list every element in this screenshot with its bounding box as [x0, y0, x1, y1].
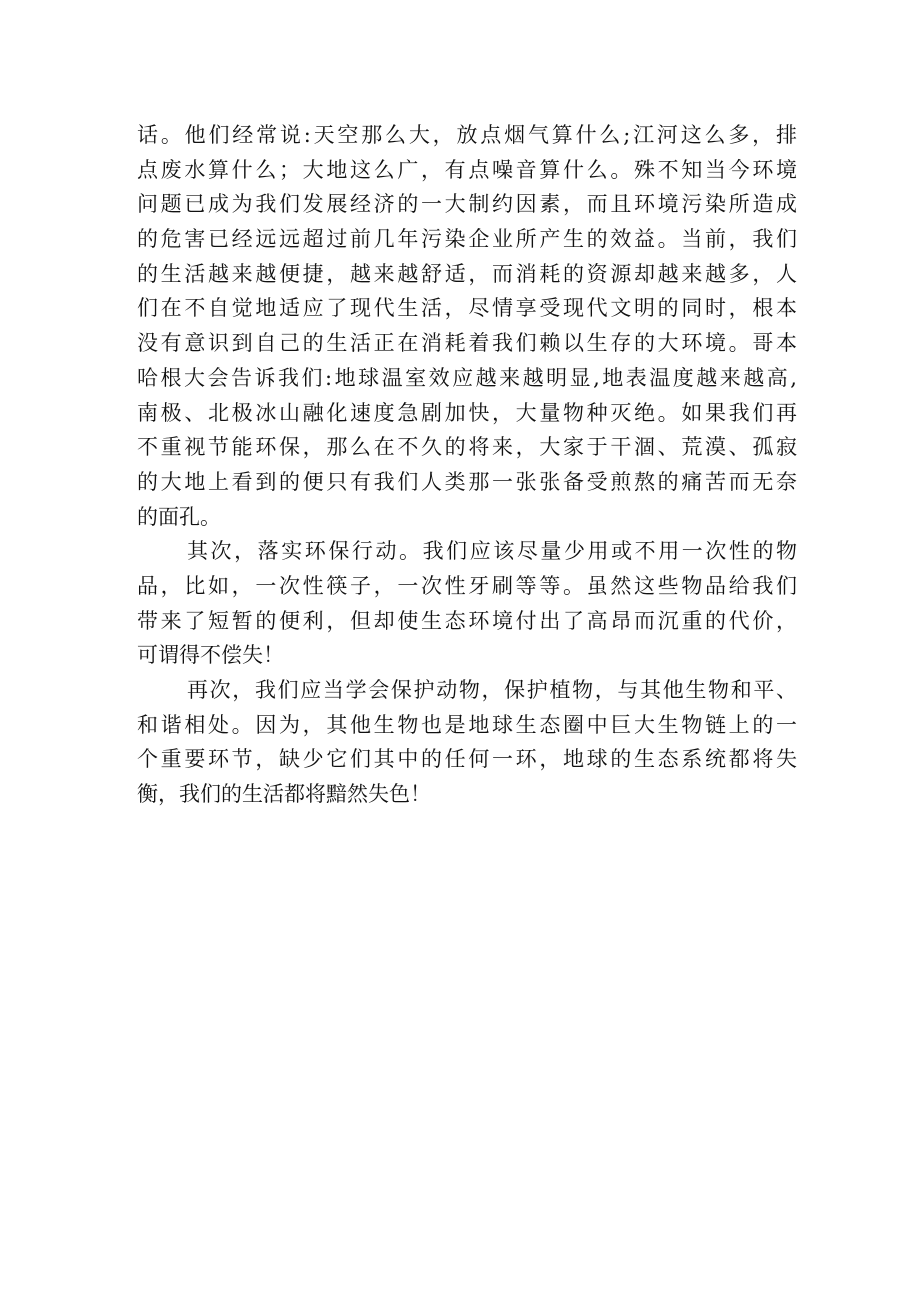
text-line: 衡，我们的生活都将黯然失色！	[137, 782, 431, 807]
text-line: 个重要环节，缺少它们其中的任何一环，地球的生态系统都将失	[137, 747, 797, 772]
paragraph-3	[137, 673, 797, 812]
text-line: 点废水算什么；大地这么广，有点噪音算什么。殊不知当今环境	[137, 157, 797, 182]
text-line: 的大地上看到的便只有我们人类那一张张备受煎熬的痛苦而无奈	[137, 469, 797, 494]
text-line: 再次，我们应当学会保护动物，保护植物，与其他生物和平、	[187, 678, 797, 702]
text-line: 的危害已经远远超过前几年污染企业所产生的效益。当前，我们	[137, 227, 797, 252]
text-line: 南极、北极冰山融化速度急剧加快，大量物种灭绝。如果我们再	[137, 400, 797, 425]
text-line: 的生活越来越便捷，越来越舒适，而消耗的资源却越来越多，人	[137, 261, 797, 286]
text-line: 其次，落实环保行动。我们应该尽量少用或不用一次性的物	[187, 539, 797, 564]
text-line: 们在不自觉地适应了现代生活，尽情享受现代文明的同时，根本	[137, 296, 797, 321]
body-text	[137, 118, 797, 812]
text-line: 和谐相处。因为，其他生物也是地球生态圈中巨大生物链上的一	[137, 712, 797, 737]
text-line: 话。他们经常说:天空那么大，放点烟气算什么;江河这么多，排	[137, 123, 797, 147]
text-line: 可谓得不偿失！	[137, 643, 284, 668]
text-line: 没有意识到自己的生活正在消耗着我们赖以生存的大环境。哥本	[137, 331, 797, 356]
paragraph-2	[137, 534, 797, 673]
text-line: 哈根大会告诉我们:地球温室效应越来越明显,地表温度越来越高,	[137, 365, 797, 390]
text-line: 品，比如，一次性筷子，一次性牙刷等等。虽然这些物品给我们	[137, 573, 797, 598]
text-line: 不重视节能环保，那么在不久的将来，大家于干涸、荒漠、孤寂	[137, 435, 797, 460]
text-line: 带来了短暂的便利，但却使生态环境付出了高昂而沉重的代价，	[137, 608, 797, 633]
text-line: 问题已成为我们发展经济的一大制约因素，而且环境污染所造成	[137, 192, 797, 217]
text-line: 的面孔。	[137, 504, 221, 529]
paragraph-1	[137, 118, 797, 534]
